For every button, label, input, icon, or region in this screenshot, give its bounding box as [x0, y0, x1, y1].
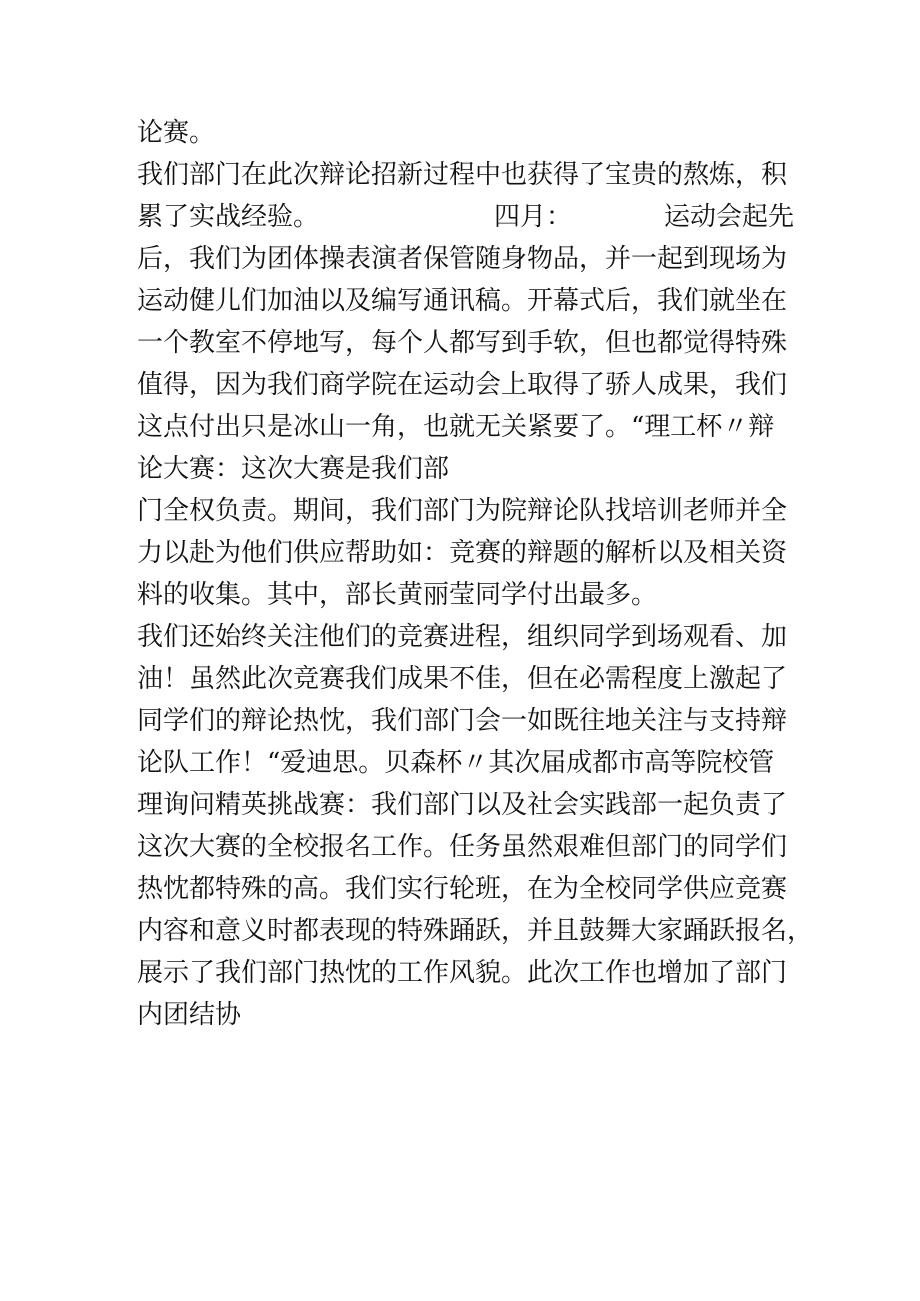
text-line-18: 这次大赛的全校报名工作。任务虽然艰难但部门的同学们	[137, 832, 788, 862]
text-line-17: 理询问精英挑战赛：我们部门以及社会实践部一起负责了	[137, 790, 788, 820]
text-line-4: 后，我们为团体操表演者保管随身物品，并一起到现场为	[137, 244, 788, 274]
text-line-1: 论赛。	[137, 118, 216, 148]
text-line-22: 内团结协	[137, 1000, 242, 1030]
text-line-11: 力以赴为他们供应帮助如：竞赛的辩题的解析以及相关资	[137, 538, 788, 568]
text-line-13: 我们还始终关注他们的竞赛进程，组织同学到场观看、加	[137, 622, 788, 652]
text-line-7: 值得，因为我们商学院在运动会上取得了骄人成果，我们	[137, 370, 788, 400]
text-line-5: 运动健儿们加油以及编写通讯稿。开幕式后，我们就坐在	[137, 286, 788, 316]
text-line-3	[137, 196, 797, 238]
text-line-6: 一个教室不停地写，每个人都写到手软，但也都觉得特殊	[137, 328, 788, 358]
text-line-10: 门全权负责。期间，我们部门为院辩论队找培训老师并全	[137, 496, 788, 526]
text-line-19: 热忱都特殊的高。我们实行轮班，在为全校同学供应竞赛	[137, 874, 788, 904]
text-line-20: 内容和意义时都表现的特殊踊跃，并且鼓舞大家踊跃报名，	[137, 916, 814, 946]
body-text	[137, 112, 814, 1036]
text-line-3-body: 累了实战经验。	[137, 202, 320, 232]
text-line-12: 料的收集。其中，部长黄丽莹同学付出最多。	[137, 580, 658, 610]
month-heading: 四月：	[494, 202, 573, 232]
text-line-8: 这点付出只是冰山一角，也就无关紧要了。“理工杯〃辩	[137, 412, 775, 442]
text-line-15: 同学们的辩论热忱，我们部门会一如既往地关注与支持辩	[137, 706, 788, 736]
text-line-16: 论队工作！“爱迪思。贝森杯〃其次届成都市高等院校管	[137, 748, 775, 778]
text-line-9: 论大赛：这次大赛是我们部	[137, 454, 450, 484]
text-line-2: 我们部门在此次辩论招新过程中也获得了宝贵的熬炼，积	[137, 160, 788, 190]
text-line-21: 展示了我们部门热忱的工作风貌。此次工作也增加了部门	[137, 958, 788, 988]
event-heading: 运动会起先	[664, 202, 795, 232]
text-line-14: 油！虽然此次竞赛我们成果不佳，但在必需程度上激起了	[137, 664, 788, 694]
